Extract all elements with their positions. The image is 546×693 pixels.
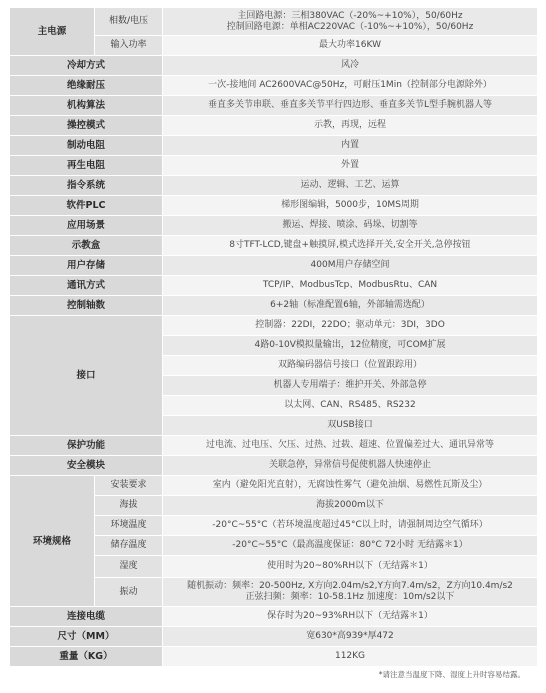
value-vibration <box>163 578 538 607</box>
value-instruction: 运动、逻辑、工艺、运算 <box>163 176 538 196</box>
value-cable: 保存时为20~93%RH以下（无结露＊1） <box>163 607 538 627</box>
row-label-axes: 控制轴数 <box>10 296 163 316</box>
table-row <box>10 627 538 647</box>
row-label-pendant: 示教盒 <box>10 236 163 256</box>
row-label-regen-resistor: 再生电阻 <box>10 156 163 176</box>
table-row <box>10 56 538 76</box>
row-label-application: 应用场景 <box>10 216 163 236</box>
value-axes: 6+2轴（标准配置6轴，外部轴需选配） <box>163 296 538 316</box>
row-label-cooling: 冷却方式 <box>10 56 163 76</box>
value-line: 正弦扫频：频率：10-58.1Hz 加速度：10m/s2以下 <box>245 592 455 602</box>
row-label-main-power: 主电源 <box>10 8 95 56</box>
value-install: 室内（避免阳光直射），无腐蚀性雾气（避免油烟、易燃性瓦斯及尘） <box>163 476 538 496</box>
value-protection: 过电流、过电压、欠压、过热、过载、超速、位置偏差过大、通讯异常等 <box>163 436 538 456</box>
table-row <box>10 196 538 216</box>
value-storage: 400M用户存储空间 <box>163 256 538 276</box>
table-row <box>10 476 538 496</box>
value-interface-line: 机器人专用端子：维护开关、外部急停 <box>163 376 538 396</box>
value-line: 控制回路电源：单相AC220VAC（-10%~+10%），50/60Hz <box>226 21 474 32</box>
table-row <box>10 216 538 236</box>
sub-label-vibration: 振动 <box>95 578 163 607</box>
row-label-storage: 用户存储 <box>10 256 163 276</box>
value-phase-voltage <box>163 8 538 36</box>
sub-label-altitude: 海拔 <box>95 496 163 516</box>
row-label-protection: 保护功能 <box>10 436 163 456</box>
sub-label-ambient-temp: 环境温度 <box>95 516 163 536</box>
row-label-brake-resistor: 制动电阻 <box>10 136 163 156</box>
sub-label-input-power: 输入功率 <box>95 36 163 56</box>
table-row <box>10 116 538 136</box>
sub-label-install: 安装要求 <box>95 476 163 496</box>
table-row <box>10 276 538 296</box>
value-operation: 示教，再现，远程 <box>163 116 538 136</box>
row-label-weight: 重量（KG） <box>10 647 163 667</box>
row-label-safety: 安全模块 <box>10 456 163 476</box>
row-label-comm: 通讯方式 <box>10 276 163 296</box>
value-humidity: 使用时为20~80%RH以下（无结露＊1） <box>163 556 538 578</box>
table-row <box>10 96 538 116</box>
value-interface-line: 4路0-10V模拟量输出，12位精度，可COM扩展 <box>163 336 538 356</box>
spec-sheet <box>9 7 537 680</box>
table-row <box>10 607 538 627</box>
row-label-instruction: 指令系统 <box>10 176 163 196</box>
value-safety: 关联急停，异常信号促使机器人快速停止 <box>163 456 538 476</box>
table-row <box>10 76 538 96</box>
sub-label-phase-voltage: 相数/电压 <box>95 8 163 36</box>
value-line: 随机振动：频率：20-500Hz, X方向2.04m/s2,Y方向7.4m/s2，Z方向10.4m/s2 <box>187 581 513 591</box>
row-label-plc: 软件PLC <box>10 196 163 216</box>
value-ambient-temp: -20°C~55°C（若环境温度超过45°C以上时，请强制周边空气循环） <box>163 516 538 536</box>
value-cooling: 风冷 <box>163 56 538 76</box>
row-label-interface: 接口 <box>10 316 163 436</box>
sub-label-humidity: 湿度 <box>95 556 163 578</box>
value-size: 宽630*高939*厚472 <box>163 627 538 647</box>
value-regen-resistor: 外置 <box>163 156 538 176</box>
value-plc: 梯形图编辑，5000步，10MS周期 <box>163 196 538 216</box>
value-comm: TCP/IP、ModbusTcp、ModbusRtu、CAN <box>163 276 538 296</box>
value-storage-temp: -20°C~55°C（最高温度保证：80°C 72小时 无结露＊1） <box>163 536 538 556</box>
row-label-operation: 操控模式 <box>10 116 163 136</box>
value-interface-line: 以太网、CAN、RS485、RS232 <box>163 396 538 416</box>
value-algorithm: 垂直多关节串联、垂直多关节平行四边形、垂直多关节L型手腕机器人等 <box>163 96 538 116</box>
row-label-algorithm: 机构算法 <box>10 96 163 116</box>
table-row <box>10 176 538 196</box>
table-row <box>10 647 538 667</box>
row-label-cable: 连接电缆 <box>10 607 163 627</box>
table-row <box>10 8 538 36</box>
value-altitude: 海拔2000m以下 <box>163 496 538 516</box>
table-row <box>10 256 538 276</box>
value-application: 搬运、焊接、喷涂、码垛、切割等 <box>163 216 538 236</box>
row-label-environment: 环境规格 <box>10 476 95 607</box>
table-row <box>10 156 538 176</box>
row-label-size: 尺寸（MM） <box>10 627 163 647</box>
table-row <box>10 136 538 156</box>
table-row <box>10 316 538 336</box>
table-row <box>10 456 538 476</box>
spec-table <box>9 7 538 667</box>
value-interface-line: 双USB接口 <box>163 416 538 436</box>
value-input-power: 最大功率16KW <box>163 36 538 56</box>
value-insulation: 一次-接地间 AC2600VAC@50Hz，可耐压1Min（控制部分电源除外） <box>163 76 538 96</box>
value-pendant: 8寸TFT-LCD,键盘+触摸屏,模式选择开关,安全开关,急停按钮 <box>163 236 538 256</box>
row-label-insulation: 绝缘耐压 <box>10 76 163 96</box>
footnote: *请注意当温度下降、湿度上升时容易结露。 <box>378 670 525 679</box>
value-interface-line: 控制器：22DI，22DO；驱动单元：3DI，3DO <box>163 316 538 336</box>
table-row <box>10 296 538 316</box>
value-interface-line: 双路编码器信号接口（位置跟踪用） <box>163 356 538 376</box>
value-line: 主回路电源：三相380VAC（-20%~+10%），50/60Hz <box>237 10 463 21</box>
table-row <box>10 436 538 456</box>
sub-label-storage-temp: 储存温度 <box>95 536 163 556</box>
value-weight: 112KG <box>163 647 538 667</box>
table-row <box>10 236 538 256</box>
value-brake-resistor: 内置 <box>163 136 538 156</box>
